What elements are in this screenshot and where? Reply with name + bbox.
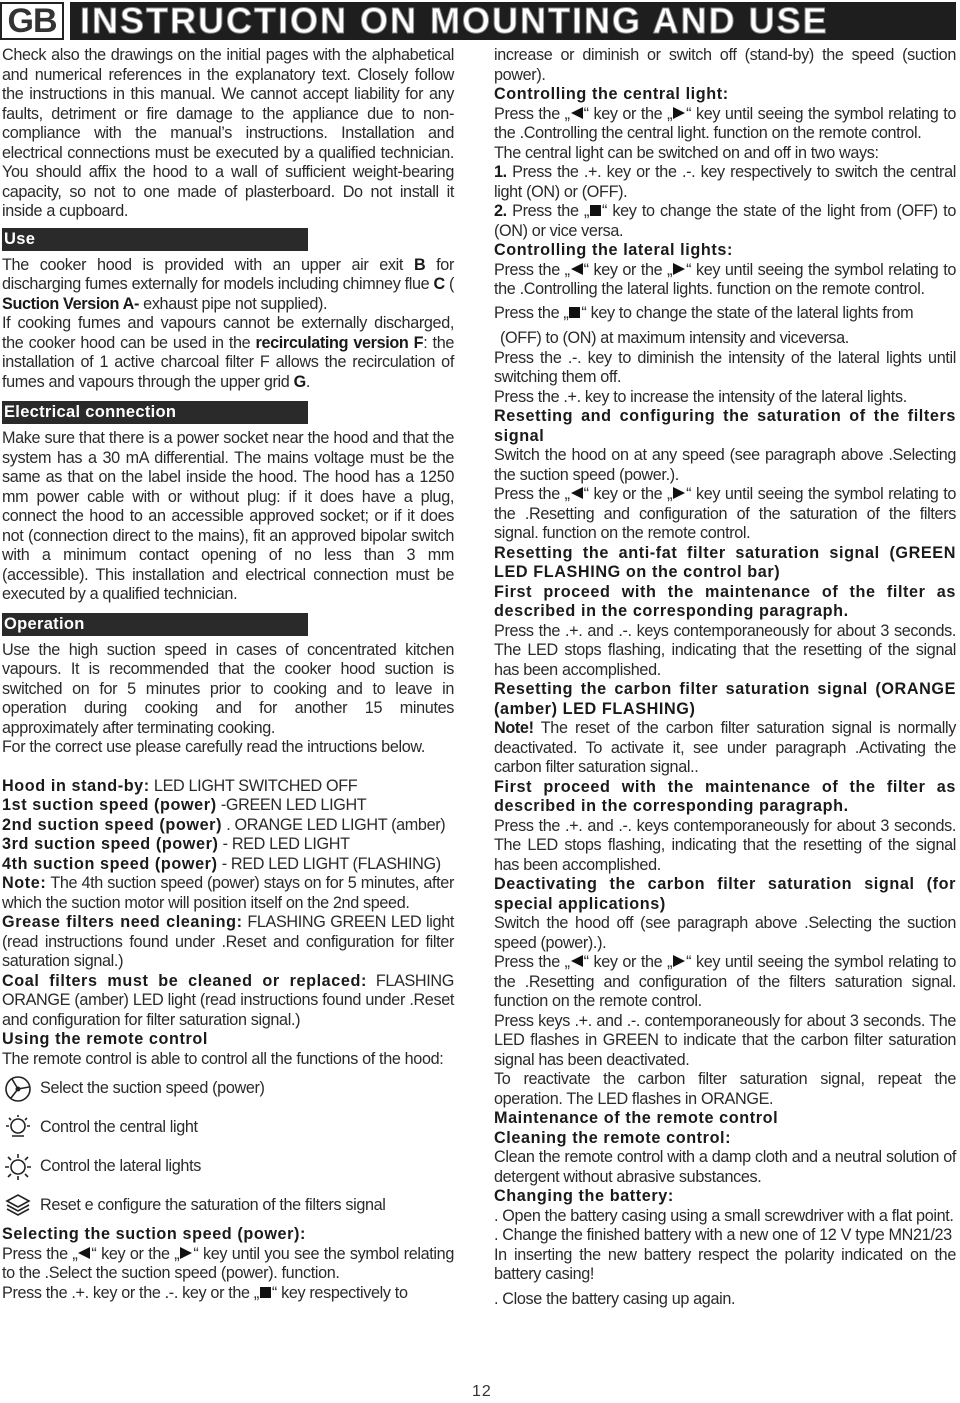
lateral-lights-diminish: Press the .-. key to diminish the intensity of the lateral lights until switching them off. [494, 348, 956, 386]
central-light-paragraph: Press the „ “ key or the „ “ key until seeing the symbol relating to the .Controlling the central light. function on the remote control. [494, 104, 956, 142]
remote-heading: Using the remote control [2, 1030, 208, 1048]
icon-line-central [2, 1108, 454, 1147]
note-paragraph: Note: The 4th suction speed (power) stays on for 5 minutes, after which the suction motor will position itself on the 2nd speed. [2, 874, 454, 912]
central-light-ways: The central light can be switched on and off in two ways: [494, 143, 879, 162]
select-speed-heading: Selecting the suction speed (power): [2, 1225, 307, 1243]
use-heading: Use [2, 228, 308, 251]
reset-heading: Resetting and configuring the saturation of the filters signal [494, 407, 956, 445]
electrical-heading: Electrical connection [2, 401, 308, 424]
left-arrow-key-icon [570, 106, 584, 120]
icon-line-lateral [2, 1147, 454, 1186]
reset-paragraph-1: Switch the hood on at any speed (see paragraph above .Selecting the suction speed (power.). [494, 446, 956, 484]
left-arrow-key-icon [570, 954, 584, 968]
icon-label-lateral: Control the lateral lights [40, 1156, 201, 1175]
carbon-paragraph: Press the .+. and .-. keys contemporaneously for about 3 seconds. The LED stops flashing, indicating that the resetting of the signal has been accomplished. [494, 816, 956, 874]
speed-continued: increase or diminish or switch off (stand-by) the speed (suction power). [494, 46, 956, 84]
central-light-icon [2, 1113, 34, 1143]
lateral-lights-increase: Press the .+. key to increase the intensity of the lateral lights. [494, 387, 907, 406]
operation-heading: Operation [2, 613, 308, 636]
intro-paragraph: Check also the drawings on the initial pages with the alphabetical and numerical references in the explanatory text. Closely follow the instructions in this manual. We cannot accept liability for any faults, detriment or fire damage to the appliance due to non-compliance with the manual’s instructions. Installation and electrical connections must be executed by a qualified technician. You should affix the hood to a wall of sufficient weight-bearing capacity, so not to one made of plasterboard. Do not install it inside a cupboard. [2, 46, 454, 220]
carbon-first: First proceed with the maintenance of the filter as described in the corresponding paragraph. [494, 777, 956, 815]
maintenance-heading: Maintenance of the remote control [494, 1109, 779, 1127]
battery-step-close: . Close the battery casing up again. [494, 1289, 736, 1308]
left-arrow-key-icon [77, 1246, 91, 1260]
battery-step-change: . Change the finished battery with a new one of 12 V type MN21/23 [494, 1226, 952, 1244]
speed1-line: 1st suction speed (power) -GREEN LED LIGHT [2, 796, 367, 814]
lateral-lights-heading: Controlling the lateral lights: [494, 241, 733, 259]
select-speed-paragraph-2: Press the .+. key or the .-. key or the „ “ key respectively to [2, 1283, 408, 1302]
grease-paragraph: Grease filters need cleaning: FLASHING GREEN LED light (read instructions found under .Reset and configuration for filter saturation signal.) [2, 913, 454, 970]
page-number: 12 [472, 1383, 492, 1400]
right-arrow-key-icon [672, 262, 686, 276]
right-column [494, 46, 956, 1309]
icon-line-speed [2, 1069, 454, 1108]
operation-paragraph: Use the high suction speed in cases of concentrated kitchen vapours. It is recommended that the cooker hood suction is switched on for 5 minutes prior to cooking and to leave in operation during cooking and for another 15 minutes approximately after terminating cooking. [2, 640, 454, 737]
left-arrow-key-icon [570, 486, 584, 500]
page-title: INSTRUCTION ON MOUNTING AND USE [70, 2, 956, 40]
reset-paragraph-2: Press the „ “ key or the „ “ key until seeing the symbol relating to the .Resetting and configuration of the saturation of the filters signal. function on the remote control. [494, 485, 956, 542]
page-header [0, 0, 960, 42]
stop-key-icon [589, 204, 602, 217]
deactivate-paragraph-1: Switch the hood off (see paragraph above .Selecting the suction speed (power).). [494, 914, 956, 952]
right-arrow-key-icon [672, 486, 686, 500]
battery-heading: Changing the battery: [494, 1187, 674, 1205]
speed2-line: 2nd suction speed (power) . ORANGE LED LIGHT (amber) [2, 815, 446, 834]
central-light-way-1: 1. Press the .+. key or the .-. key respectively to switch the central light (ON) or (OFF). [494, 163, 956, 201]
deactivate-paragraph-4: To reactivate the carbon filter saturation signal, repeat the operation. The LED flashes in ORANGE. [494, 1070, 956, 1108]
carbon-note: Note! The reset of the carbon filter saturation signal is normally deactivated. To activate it, see under paragraph .Activating the carbon filter saturation signal.. [494, 719, 956, 776]
deactivate-paragraph-3: Press keys .+. and .-. contemporaneously for about 3 seconds. The LED flashes in GREEN to indicate that the carbon filter saturation signal has been deactivated. [494, 1011, 956, 1069]
operation-paragraph-2: For the correct use please carefully read the intructions below. [2, 738, 425, 756]
antifat-first: First proceed with the maintenance of the filter as described in the corresponding paragraph. [494, 582, 956, 620]
central-light-heading: Controlling the central light: [494, 85, 729, 103]
right-arrow-key-icon [672, 106, 686, 120]
lateral-lights-state-2: (OFF) to (ON) at maximum intensity and viceversa. [500, 329, 849, 347]
icon-label-speed: Select the suction speed (power) [40, 1078, 265, 1097]
cleaning-heading: Cleaning the remote control: [494, 1128, 732, 1147]
lateral-lights-paragraph: Press the „ “ key or the „ “ key until seeing the symbol relating to the .Controlling the lateral lights. function on the remote control. [494, 260, 956, 298]
use-paragraph-1: The cooker hood is provided with an upper air exit B for discharging fumes externally for models including chimney flue C ( Suction Version A- exhaust pipe not supplied). [2, 255, 454, 313]
central-light-way-2: 2. Press the „ “ key to change the state of the light from (OFF) to (ON) or vice versa. [494, 202, 956, 240]
right-arrow-key-icon [179, 1246, 193, 1260]
left-arrow-key-icon [570, 262, 584, 276]
icon-line-filters [2, 1186, 454, 1225]
speed4-line: 4th suction speed (power) - RED LED LIGHT (FLASHING) [2, 854, 441, 873]
deactivate-heading: Deactivating the carbon filter saturation signal (for special applications) [494, 875, 956, 913]
cleaning-paragraph: Clean the remote control with a damp cloth and a neutral solution of detergent without abrasive substances. [494, 1148, 956, 1186]
antifat-heading: Resetting the anti-fat filter saturation signal (GREEN LED FLASHING on the control bar) [494, 543, 956, 581]
battery-step-open: . Open the battery casing using a small screwdriver with a flat point. [494, 1206, 954, 1225]
speed3-line: 3rd suction speed (power) - RED LED LIGHT [2, 835, 350, 853]
language-badge: GB [0, 2, 64, 40]
deactivate-paragraph-2: Press the „ “ key or the „ “ key until seeing the symbol relating to the .Resetting and configuration of the filters saturation signal. function on the remote control. [494, 953, 956, 1010]
fan-icon [2, 1074, 34, 1104]
standby-line: Hood in stand-by: LED LIGHT SWITCHED OFF [2, 776, 358, 795]
left-column [2, 46, 454, 1303]
icon-label-central: Control the central light [40, 1117, 198, 1136]
stop-key-icon [568, 306, 581, 319]
filter-layers-icon [2, 1191, 34, 1221]
lateral-lights-icon [2, 1152, 34, 1182]
coal-paragraph: Coal filters must be cleaned or replaced: FLASHING ORANGE (amber) LED light (read instructions found under .Reset and configuration for filter saturation signal.) [2, 971, 454, 1029]
icon-label-filters: Reset e configure the saturation of the filters signal [40, 1195, 386, 1214]
battery-polarity: In inserting the new battery respect the polarity indicated on the battery casing! [494, 1245, 956, 1283]
stop-key-icon [259, 1286, 272, 1299]
use-paragraph-2: If cooking fumes and vapours cannot be externally discharged, the cooker hood can be used in the recirculating version F: the installation of 1 active charcoal filter F allows the recirculation of fumes and vapours through the upper grid G. [2, 314, 454, 391]
remote-paragraph: The remote control is able to control all the functions of the hood: [2, 1049, 444, 1068]
right-arrow-key-icon [672, 954, 686, 968]
carbon-heading: Resetting the carbon filter saturation signal (ORANGE (amber) LED FLASHING) [494, 680, 956, 718]
lateral-lights-state: Press the „ “ key to change the state of the lateral lights from [494, 303, 914, 322]
electrical-paragraph: Make sure that there is a power socket near the hood and that the system has a 30 mA differential. The mains voltage must be the same as that on the label inside the hood. The hood has a 1250 mm power cable with or without plug: if it does have a plug, connect the hood to an accessible approved socket; or if it does not (connection direct to the mains), fit an approved bipolar switch with a minimum contact opening of no less than 3 mm (accessible). This installation and electrical connection must be executed by a qualified technician. [2, 429, 454, 603]
antifat-paragraph: Press the .+. and .-. keys contemporaneously for about 3 seconds. The LED stops flashing, indicating that the resetting of the signal has been accomplished. [494, 621, 956, 679]
select-speed-paragraph: Press the „ “ key or the „ “ key until you see the symbol relating to the .Select the suction speed (power). function. [2, 1244, 454, 1282]
